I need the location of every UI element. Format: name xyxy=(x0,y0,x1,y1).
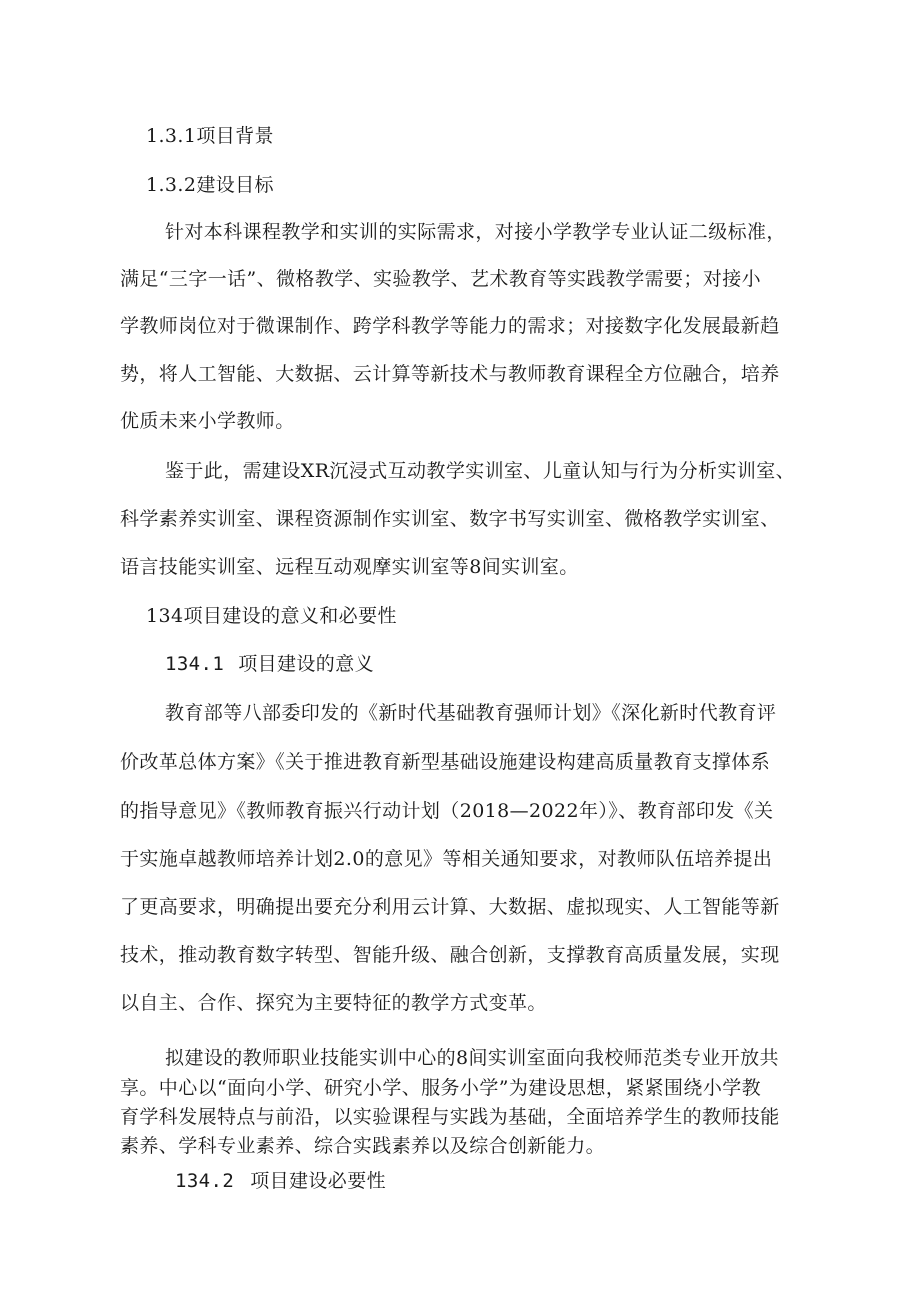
policy-line-4: 于实施卓越教师培养计划2.0的意见》等相关通知要求，对教师队伍培养提出 xyxy=(120,848,773,870)
goal-line-2: 满足“三字一话”、微格教学、实验教学、艺术教育等实践教学需要；对接小 xyxy=(120,268,762,290)
center-line-2: 享。中心以“面向小学、研究小学、服务小学”为建设思想，紧紧围绕小学教 xyxy=(120,1077,762,1099)
rooms-line-2: 科学素养实训室、课程资源制作实训室、数字书写实训室、微格教学实训室、 xyxy=(120,508,780,530)
policy-line-2: 价改革总体方案》《关于推进教育新型基础设施建设构建高质量教育支撑体系 xyxy=(120,751,771,773)
heading-1-3-4-2-text: 项目建设必要性 xyxy=(250,1170,387,1192)
policy-line-1: 教育部等八部委印发的《新时代基础教育强师计划》《深化新时代教育评 xyxy=(165,702,777,724)
heading-1-3-4-1-number: 134.1 xyxy=(165,653,225,675)
policy-line-3: 的指导意见》《教师教育振兴行动计划（2018—2022年）》、教育部印发《关 xyxy=(120,800,774,822)
goal-line-4: 势，将人工智能、大数据、云计算等新技术与教师教育课程全方位融合，培养 xyxy=(120,363,780,385)
heading-1-3-4-1-text: 项目建设的意义 xyxy=(238,653,375,675)
heading-1-3-2: 1.3.2建设目标 xyxy=(146,174,274,196)
center-line-3: 育学科发展特点与前沿，以实验课程与实践为基础，全面培养学生的教师技能 xyxy=(120,1106,780,1128)
heading-1-3-4-2-number: 134.2 xyxy=(175,1170,235,1192)
goal-line-3: 学教师岗位对于微课制作、跨学科教学等能力的需求；对接数字化发展最新趋 xyxy=(120,315,780,337)
goal-line-1: 针对本科课程教学和实训的实际需求，对接小学教学专业认证二级标准， xyxy=(165,221,786,243)
policy-line-6: 技术，推动教育数字转型、智能升级、融合创新，支撑教育高质量发展，实现 xyxy=(120,944,780,966)
goal-line-5: 优质未来小学教师。 xyxy=(120,410,295,432)
heading-1-3-4-2 xyxy=(175,1168,386,1194)
rooms-line-1: 鉴于此，需建设XR沉浸式互动教学实训室、儿童认知与行为分析实训室、 xyxy=(165,460,796,482)
policy-line-7: 以自主、合作、探究为主要特征的教学方式变革。 xyxy=(120,992,547,1014)
center-line-1: 拟建设的教师职业技能实训中心的8间实训室面向我校师范类专业开放共 xyxy=(165,1047,779,1069)
heading-1-3-4: 134项目建设的意义和必要性 xyxy=(146,605,397,627)
policy-line-5: 了更高要求，明确提出要充分利用云计算、大数据、虚拟现实、人工智能等新 xyxy=(120,896,780,918)
heading-1-3-1: 1.3.1项目背景 xyxy=(146,125,274,147)
heading-1-3-4-1 xyxy=(165,651,374,677)
rooms-line-3: 语言技能实训室、远程互动观摩实训室等8间实训室。 xyxy=(120,556,579,578)
center-line-4: 素养、学科专业素养、综合实践素养以及综合创新能力。 xyxy=(120,1135,606,1157)
